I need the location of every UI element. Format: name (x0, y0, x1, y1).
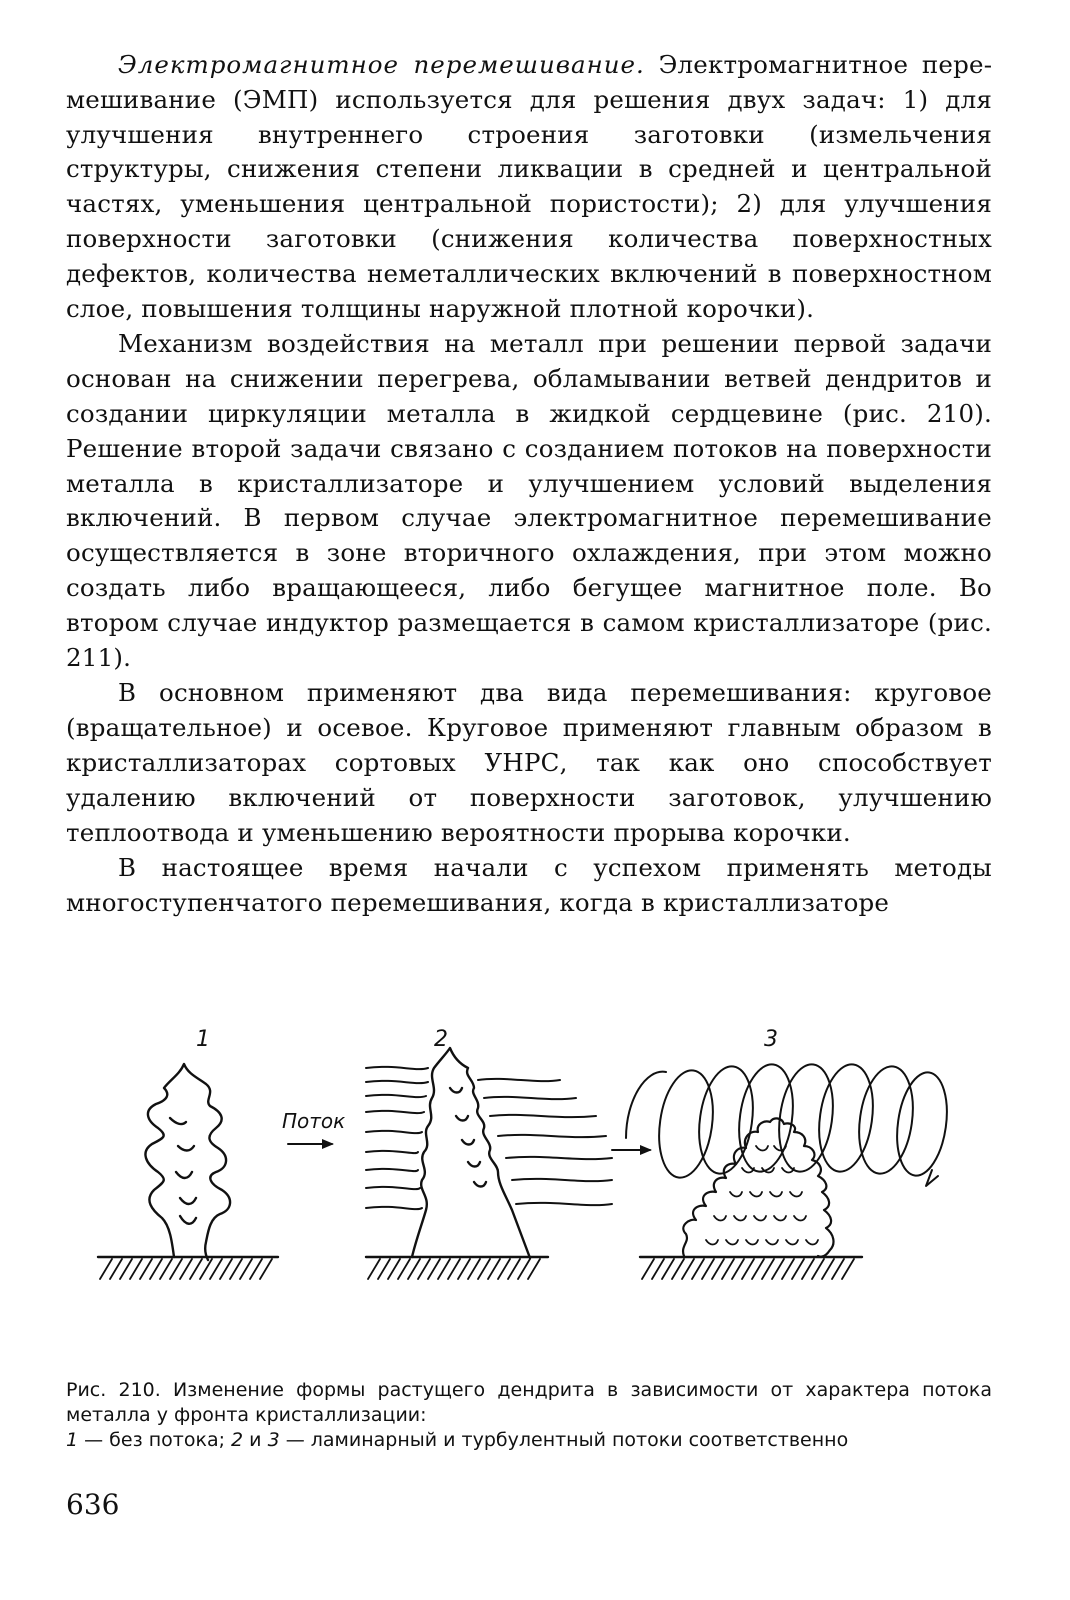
arrow-head-icon (322, 1139, 334, 1149)
substrate-hatch-3 (642, 1259, 854, 1279)
main-text (66, 48, 992, 921)
legend-text-1: — без потока; (78, 1429, 232, 1451)
branch-arc (474, 1182, 486, 1187)
panel-2-number: 2 (434, 1027, 448, 1052)
dendrite-branch-arcs (706, 1146, 818, 1245)
paragraph-2: Механизм воздействия на металл при решении первой задачи основан на снижении перегрева, обламывании ветвей дендритов и создании циркуляции металла в жидкой сердцевине (рис. 210). Решение второй задачи связано с созданием потоков на поверхности металла в кристаллизаторе и улучшением условий выделения включений. В первом случае электромагнитное перемешивание осуществляется в зоне вторичного охлаждения, при этом можно создать либо вращающееся, либо бегущее магнитное поле. Во втором случае индуктор размещается в самом кристаллизаторе (рис. 211). (66, 329, 992, 672)
paragraph-4: В настоящее время начали с успехом применять методы многоступенчатого перемешивания, когда в кристаллизаторе (66, 853, 992, 918)
figure-210 (66, 1020, 992, 1350)
legend-key-3: 3 (267, 1429, 280, 1451)
paragraph-3: В основном применяют два вида перемешивания: круговое (вращательное) и осевое. Круговое применяют главным образом в кристаллизаторах сортовых УНРС, так как оно способствует удалению включений от поверхности заготовок, улучшению теплоотвода и уменьшению вероятности прорыва корочки. (66, 678, 992, 847)
legend-key-1: 1 (66, 1429, 79, 1451)
branch-arc (178, 1146, 194, 1151)
dendrite-no-flow (145, 1064, 230, 1260)
caption-legend (66, 1428, 992, 1453)
substrate-hatch-1 (100, 1259, 272, 1279)
laminar-flow-lines (366, 1067, 612, 1209)
legend-text-23: — ламинарный и турбулентный потоки соответственно (279, 1429, 849, 1451)
substrate-hatch-2 (368, 1259, 540, 1279)
panel-3-number: 3 (764, 1027, 778, 1052)
branch-arc (170, 1118, 186, 1124)
paragraph-1 (66, 48, 992, 326)
section-run-in-heading: Электромагнитное перемешивание. (118, 50, 645, 79)
figure-caption (66, 1378, 992, 1453)
dendrite-diagram (66, 1020, 992, 1350)
branch-arc (462, 1140, 474, 1145)
legend-conjunction: и (243, 1429, 268, 1451)
caption-title: Рис. 210. Изменение формы растущего дендрита в зависимости от характера потока металла у фронта кристаллизации: (66, 1379, 992, 1426)
branch-arc (468, 1162, 480, 1167)
branch-arc (180, 1198, 196, 1204)
paragraph-1-text: Электромагнитное перемешивание (ЭМП) используется для решения двух задач: 1) для улучшения внутреннего строения заготовки (измельчения структуры, снижения степени ликвации в средней и центральной частях, уменьшения центральной пористости); 2) для улучшения поверхности заготовки (снижения количества поверхностных дефектов, количества неметаллических включений в поверхностном слое, повышения толщины наружной плотной корочки). (66, 50, 992, 323)
arrow-head-icon (640, 1145, 652, 1155)
branch-arc (450, 1088, 462, 1093)
branch-arc (180, 1216, 196, 1224)
page-number: 636 (66, 1488, 120, 1521)
panel-1-number: 1 (196, 1027, 210, 1052)
flow-label: Поток (282, 1109, 346, 1133)
branch-arc (456, 1116, 468, 1121)
branch-arc (176, 1172, 192, 1178)
legend-key-2: 2 (231, 1429, 244, 1451)
dendrite-turbulent-flow (683, 1118, 833, 1256)
